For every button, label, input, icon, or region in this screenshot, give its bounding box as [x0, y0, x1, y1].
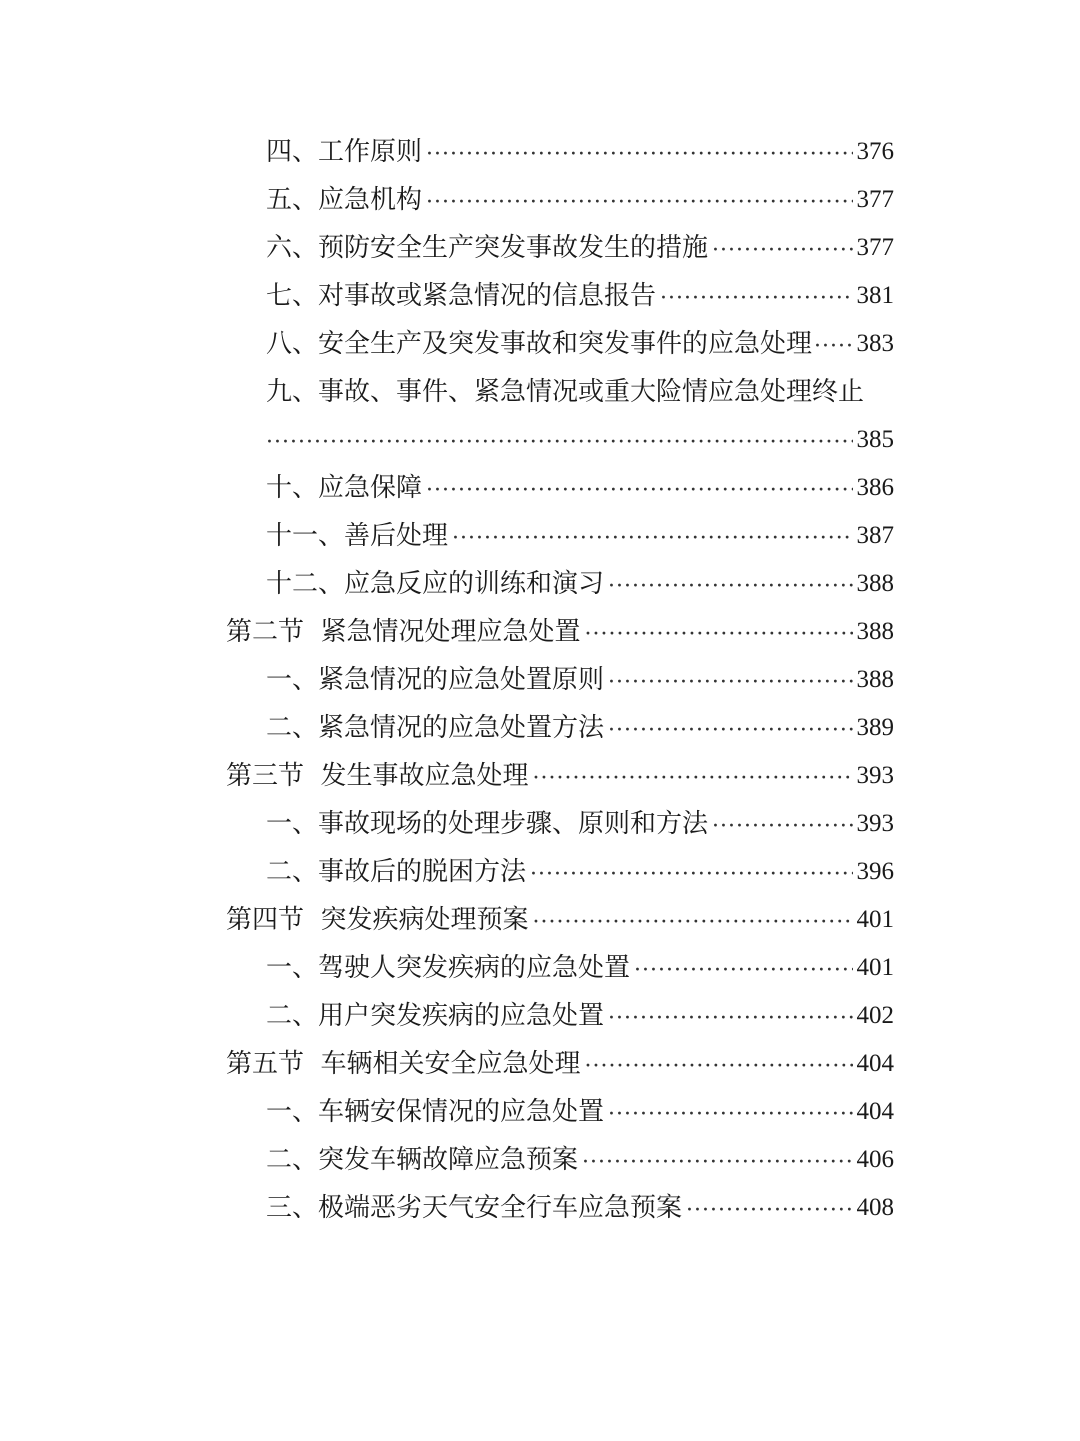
- dot-leader: [660, 276, 852, 316]
- toc-entry: [266, 132, 894, 172]
- toc-entry-title: 二、事故后的脱困方法: [266, 857, 527, 887]
- toc-entry-title: 五、应急机构: [266, 185, 423, 215]
- toc-entry-page: 377: [856, 186, 894, 213]
- toc-entry: [266, 468, 894, 508]
- toc-entry-page: 381: [856, 282, 894, 309]
- toc-entry: [266, 180, 894, 220]
- toc-entry-continuation: [266, 420, 894, 460]
- toc-entry-title: 八、安全生产及突发事故和突发事件的应急处理: [266, 329, 813, 359]
- toc-section-title: 第三节 发生事故应急处理: [226, 761, 529, 791]
- dot-leader: [426, 468, 852, 508]
- toc-entry-title: 二、用户突发疾病的应急处置: [266, 1001, 605, 1031]
- toc-entry-page: 388: [856, 618, 894, 645]
- toc-entry: [266, 852, 894, 892]
- toc-entry-page: 377: [856, 234, 894, 261]
- toc-entry-title: 二、突发车辆故障应急预案: [266, 1145, 579, 1175]
- toc-entry-page: 404: [856, 1050, 894, 1077]
- dot-leader: [712, 804, 852, 844]
- toc-section-title: 第四节 突发疾病处理预案: [226, 905, 529, 935]
- toc-section-entry: [226, 756, 894, 796]
- toc-entry-title: 一、紧急情况的应急处置原则: [266, 665, 605, 695]
- dot-leader: [608, 996, 852, 1036]
- dot-leader: [712, 228, 852, 268]
- toc-entry: [266, 276, 894, 316]
- toc-entry: [266, 804, 894, 844]
- toc-entry: [266, 1140, 894, 1180]
- toc-entry-title: 十一、善后处理: [266, 521, 449, 551]
- dot-leader: [608, 1092, 852, 1132]
- toc-entry-page: 385: [856, 426, 894, 453]
- dot-leader: [426, 180, 852, 220]
- toc-entry-page: 393: [856, 762, 894, 789]
- toc-entry-page: 388: [856, 666, 894, 693]
- toc-entry: [266, 948, 894, 988]
- dot-leader: [585, 1044, 853, 1084]
- toc-entry-wrapped: [266, 372, 894, 412]
- toc-entry-title: 一、车辆安保情况的应急处置: [266, 1097, 605, 1127]
- toc-entry-title: 六、预防安全生产突发事故发生的措施: [266, 233, 709, 263]
- toc-entry: [266, 564, 894, 604]
- dot-leader: [530, 852, 852, 892]
- dot-leader: [426, 132, 852, 172]
- toc-entry-title: 三、极端恶劣天气安全行车应急预案: [266, 1193, 683, 1223]
- toc-entry-title: 七、对事故或紧急情况的信息报告: [266, 281, 657, 311]
- dot-leader: [533, 756, 853, 796]
- toc-entry: [266, 516, 894, 556]
- dot-leader: [686, 1188, 852, 1228]
- toc-section-entry: [226, 900, 894, 940]
- toc-section-entry: [226, 612, 894, 652]
- toc-entry: [266, 996, 894, 1036]
- dot-leader: [582, 1140, 852, 1180]
- toc-entry-page: 388: [856, 570, 894, 597]
- dot-leader: [452, 516, 852, 556]
- toc-entry-title: 一、事故现场的处理步骤、原则和方法: [266, 809, 709, 839]
- toc-entry-page: 393: [856, 810, 894, 837]
- toc-entry: [266, 708, 894, 748]
- dot-leader: [608, 708, 852, 748]
- toc-entry-page: 376: [856, 138, 894, 165]
- toc-entry-page: 387: [856, 522, 894, 549]
- dot-leader: [266, 420, 853, 460]
- dot-leader: [608, 660, 852, 700]
- toc-entry-page: 406: [856, 1146, 894, 1173]
- toc-entry: [266, 1188, 894, 1228]
- toc-entry-page: 401: [856, 906, 894, 933]
- toc-entry-title: 十、应急保障: [266, 473, 423, 503]
- dot-leader: [634, 948, 852, 988]
- toc-section-title: 第二节 紧急情况处理应急处置: [226, 617, 581, 647]
- dot-leader: [814, 324, 854, 364]
- toc-entry: [266, 324, 894, 364]
- toc-section-title: 第五节 车辆相关安全应急处理: [226, 1049, 581, 1079]
- toc-entry-page: 396: [856, 858, 894, 885]
- toc-entry-page: 401: [856, 954, 894, 981]
- toc-entry: [266, 660, 894, 700]
- dot-leader: [608, 564, 852, 604]
- toc-entry-page: 383: [856, 330, 894, 357]
- dot-leader: [585, 612, 853, 652]
- toc-section-entry: [226, 1044, 894, 1084]
- toc-entry-title: 二、紧急情况的应急处置方法: [266, 713, 605, 743]
- toc-entry-page: 386: [856, 474, 894, 501]
- toc-entry: [266, 1092, 894, 1132]
- toc-entry-page: 404: [856, 1098, 894, 1125]
- toc-entry-page: 408: [856, 1194, 894, 1221]
- toc-entry-page: 389: [856, 714, 894, 741]
- toc-entry-title: 一、驾驶人突发疾病的应急处置: [266, 953, 631, 983]
- toc-entry-title: 九、事故、事件、紧急情况或重大险情应急处理终止: [266, 377, 865, 407]
- toc-entry-title: 十二、应急反应的训练和演习: [266, 569, 605, 599]
- toc-entry-page: 402: [856, 1002, 894, 1029]
- toc-entry-title: 四、工作原则: [266, 137, 423, 167]
- dot-leader: [533, 900, 853, 940]
- toc-entry: [266, 228, 894, 268]
